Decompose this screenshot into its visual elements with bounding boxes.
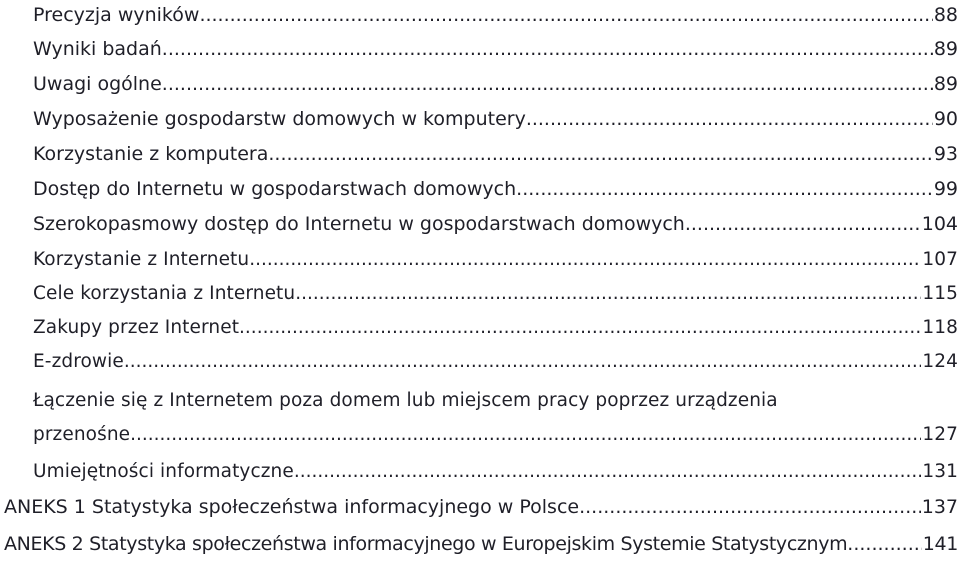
toc-leader-dots <box>847 533 921 555</box>
toc-page-number: 115 <box>922 283 958 304</box>
toc-leader-dots <box>268 143 932 165</box>
toc-page-number: 107 <box>922 249 958 270</box>
toc-entry-laczenie-line1[interactable] <box>33 383 778 411</box>
toc-leader-dots <box>579 496 921 518</box>
toc-entry-title: Zakupy przez Internet <box>33 317 240 338</box>
toc-entry-title: Korzystanie z Internetu <box>33 249 250 270</box>
toc-entry-title: Korzystanie z komputera <box>33 143 269 165</box>
toc-entry-uwagi-ogolne[interactable] <box>33 67 958 95</box>
toc-page-number: 88 <box>933 4 958 26</box>
toc-leader-dots <box>162 73 933 95</box>
toc-leader-dots <box>239 317 921 338</box>
toc-entry-title: ANEKS 2 Statystyka społeczeństwa informacyjnego w Europejskim Systemie Statystycznym <box>4 533 848 555</box>
toc-entry-e-zdrowie[interactable] <box>33 344 958 372</box>
toc-entry-szerokopasmowy-dostep[interactable] <box>33 207 958 235</box>
toc-entry-umiejetnosci-informatyczne[interactable] <box>33 454 958 482</box>
toc-leader-dots <box>249 249 921 270</box>
toc-page-number: 89 <box>933 38 958 60</box>
toc-page-number: 124 <box>922 351 958 372</box>
toc-entry-title: E-zdrowie <box>33 351 124 372</box>
toc-entry-dostep-do-internetu[interactable] <box>33 172 958 200</box>
toc-entry-title: Wyposażenie gospodarstw domowych w komputery <box>33 108 526 130</box>
toc-entry-laczenie-line2[interactable] <box>33 417 958 445</box>
toc-leader-dots <box>516 178 933 200</box>
toc-entry-title: przenośne <box>33 424 131 445</box>
toc-leader-dots <box>685 213 921 235</box>
toc-entry-title: Wyniki badań <box>33 38 162 60</box>
toc-entry-zakupy-przez-internet[interactable] <box>33 310 958 338</box>
toc-entry-title: Precyzja wyników <box>33 4 200 26</box>
toc-leader-dots <box>199 4 932 26</box>
toc-page-number: 118 <box>922 317 958 338</box>
toc-leader-dots <box>162 38 933 60</box>
toc-leader-dots <box>526 108 933 130</box>
toc-entry-cele-korzystania[interactable] <box>33 276 958 304</box>
toc-entry-wyposazenie-gospodarstw[interactable] <box>33 102 958 130</box>
toc-page-number: 90 <box>933 108 958 130</box>
toc-page-number: 131 <box>922 461 958 482</box>
toc-page-number: 104 <box>921 213 958 235</box>
toc-page-number: 127 <box>922 424 958 445</box>
toc-entry-title: Szerokopasmowy dostęp do Internetu w gospodarstwach domowych <box>33 213 685 235</box>
toc-page-number: 137 <box>921 496 958 518</box>
toc-entry-precyzja-wynikow[interactable] <box>33 0 958 26</box>
toc-entry-aneks-1[interactable] <box>4 490 958 518</box>
toc-entry-wyniki-badan[interactable] <box>33 32 958 60</box>
toc-entry-title: ANEKS 1 Statystyka społeczeństwa informacyjnego w Polsce <box>4 496 580 518</box>
toc-page-number: 89 <box>933 73 958 95</box>
toc-leader-dots <box>124 351 921 372</box>
toc-entry-title: Dostęp do Internetu w gospodarstwach domowych <box>33 178 517 200</box>
toc-entry-title: Łączenie się z Internetem poza domem lub miejscem pracy poprzez urządzenia <box>33 390 778 411</box>
toc-entry-korzystanie-z-internetu[interactable] <box>33 242 958 270</box>
toc-entry-title: Uwagi ogólne <box>33 73 162 95</box>
toc-page-number: 141 <box>922 533 958 555</box>
toc-leader-dots <box>130 424 921 445</box>
toc-page-number: 93 <box>933 143 958 165</box>
toc-entry-aneks-2[interactable] <box>4 527 958 555</box>
toc-leader-dots <box>295 283 921 304</box>
toc-page-number: 99 <box>933 178 958 200</box>
toc-entry-title: Umiejętności informatyczne <box>33 461 294 482</box>
toc-entry-korzystanie-z-komputera[interactable] <box>33 137 958 165</box>
toc-leader-dots <box>294 461 922 482</box>
toc-entry-title: Cele korzystania z Internetu <box>33 283 296 304</box>
